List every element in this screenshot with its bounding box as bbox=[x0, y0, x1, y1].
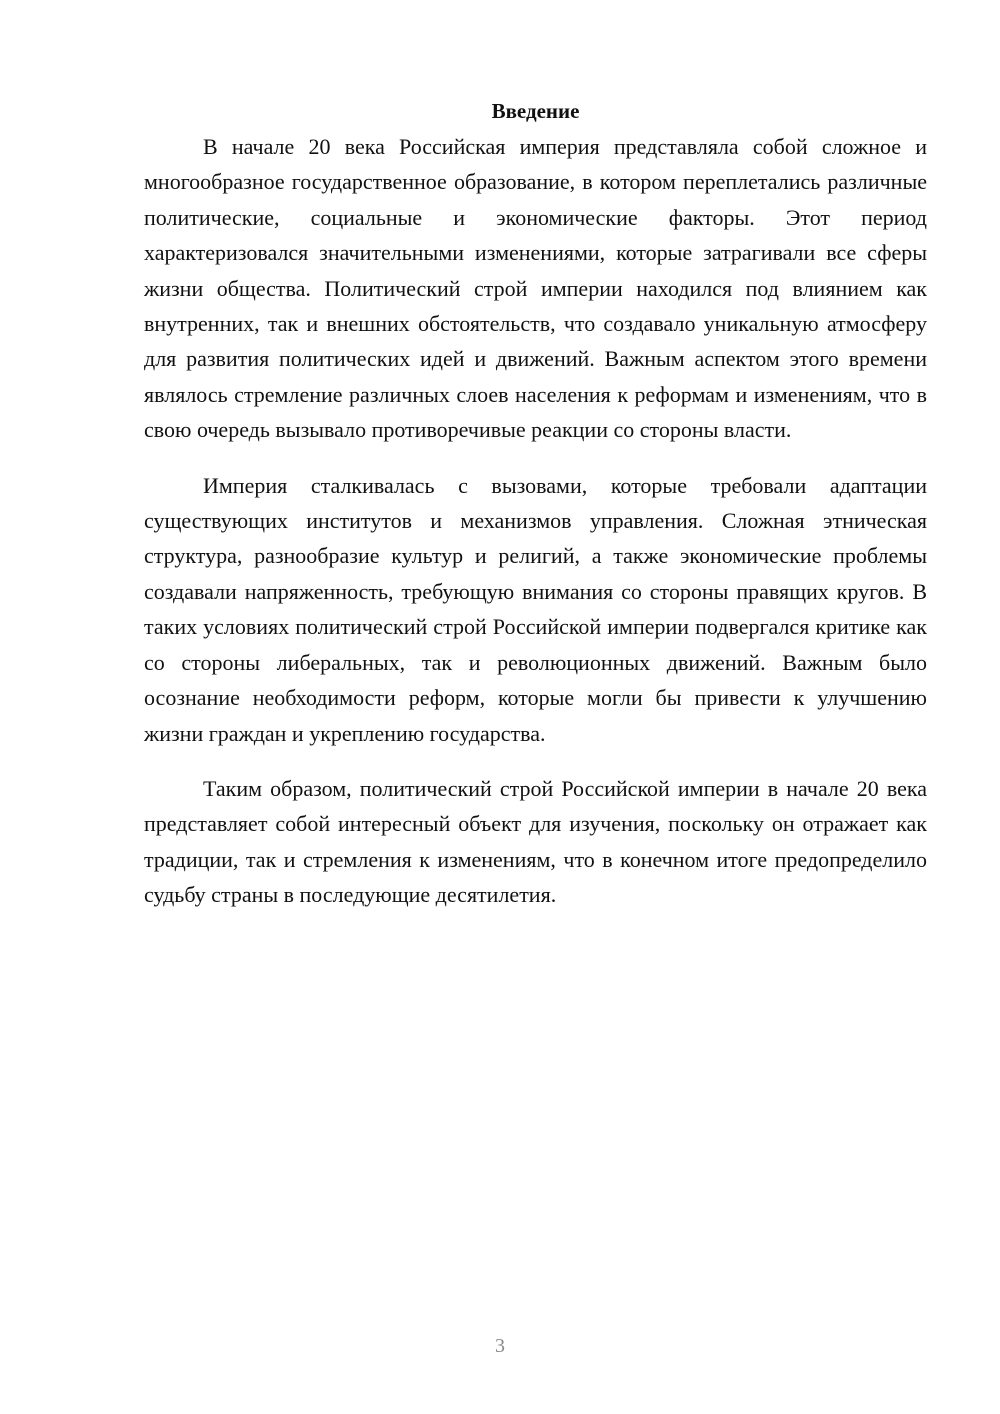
page-number: 3 bbox=[495, 1335, 505, 1357]
paragraph-3: Таким образом, политический строй Российской империи в начале 20 века представляет собой интересный объект для изучения, поскольку он отражает как традиции, так и стремления к изменениям, что в конечном итоге предопределило судьбу страны в последующие десятилетия. bbox=[144, 775, 927, 908]
paragraph-2: Империя сталкивалась с вызовами, которые требовали адаптации существующих институтов и механизмов управления. Сложная этническая структура, разнообразие культур и религий, а также экономические проблемы создавали напряженность, требующую внимания со стороны правящих кругов. В таких условиях политический строй Российской империи подвергался критике как со стороны либеральных, так и революционных движений. Важным было осознание необходимости реформ, которые могли бы привести к улучшению жизни граждан и укреплению государства. bbox=[144, 472, 927, 746]
page-content bbox=[144, 96, 927, 933]
paragraph-1: В начале 20 века Российская империя представляла собой сложное и многообразное государственное образование, в котором переплетались различные политические, социальные и экономические факторы. Этот период характеризовался значительными изменениями, которые затрагивали все сферы жизни общества. Политический строй империи находился под влиянием как внутренних, так и внешних обстоятельств, что создавало уникальную атмосферу для развития политических идей и движений. Важным аспектом этого времени являлось стремление различных слоев населения к реформам и изменениям, что в свою очередь вызывало противоречивые реакции со стороны власти. bbox=[144, 134, 927, 443]
section-title: Введение bbox=[491, 99, 580, 123]
